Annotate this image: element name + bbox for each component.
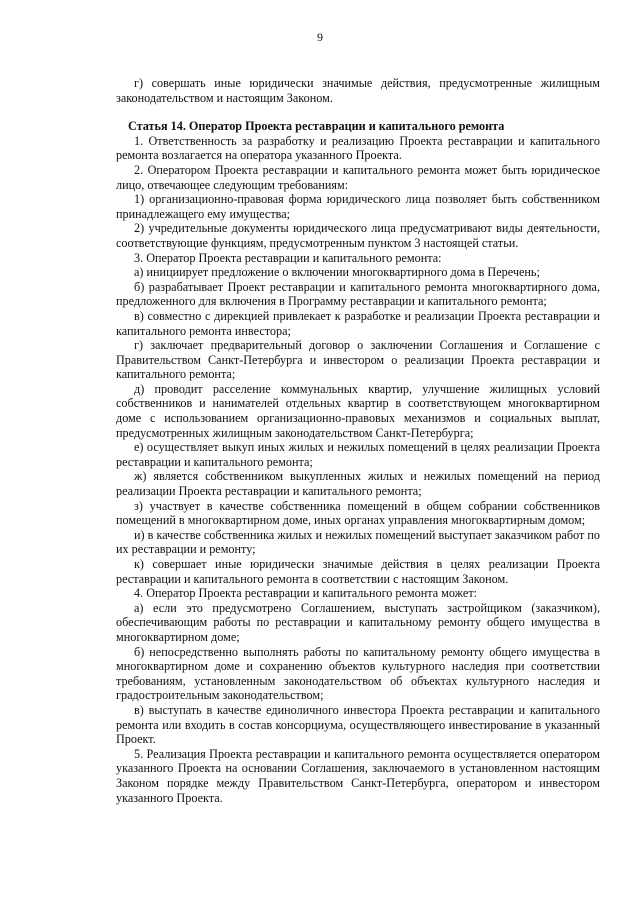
paragraph: б) непосредственно выполнять работы по капитальному ремонту общего имущества в многоквартирном доме и сохранению объектов культурного наследия при соответствии требованиям, установленным законодательством об объектах культурного наследия и градостроительным законодательством;	[116, 644, 600, 703]
article-heading: Статья 14. Оператор Проекта реставрации и капитального ремонта	[128, 119, 505, 134]
paragraph: з) участвует в качестве собственника помещений в общем собрании собственников помещений в многоквартирном доме, иных органах управления многоквартирным домом;	[116, 498, 600, 528]
paragraph: в) совместно с дирекцией привлекает к разработке и реализации Проекта реставрации и капитального ремонта инвестора;	[116, 308, 600, 338]
paragraph: б) разрабатывает Проект реставрации и капитального ремонта многоквартирного дома, предложенного для включения в Программу реставрации и капитального ремонта;	[116, 279, 600, 309]
paragraph: в) выступать в качестве единоличного инвестора Проекта реставрации и капитального ремонта или входить в состав консорциума, осуществляющего инвестирование в указанный Проект.	[116, 702, 600, 747]
paragraph: 3. Оператор Проекта реставрации и капитального ремонта:	[134, 250, 442, 265]
paragraph: 1) организационно-правовая форма юридического лица позволяет быть собственником принадлежащего ему имущества;	[116, 192, 600, 221]
paragraph: ж) является собственником выкупленных жилых и нежилых помещений на период реализации Проекта реставрации и капитального ремонта;	[116, 469, 600, 499]
paragraph: а) инициирует предложение о включении многоквартирного дома в Перечень;	[134, 265, 540, 280]
paragraph: 2) учредительные документы юридического лица предусматривают виды деятельности, соответствующие функциям, предусмотренным пунктом 3 настоящей статьи.	[116, 221, 600, 250]
paragraph: 5. Реализация Проекта реставрации и капитального ремонта осуществляется оператором указанного Проекта на основании Соглашения, заключаемого в установленном настоящим Законом порядке между Правительством Санкт-Петербурга, оператором и инвестором указанного Проекта.	[116, 746, 600, 805]
intro-item: г) совершать иные юридически значимые действия, предусмотренные жилищным законодательством и настоящим Законом.	[116, 76, 600, 105]
document-body	[116, 76, 600, 805]
paragraph: 2. Оператором Проекта реставрации и капитального ремонта может быть юридическое лицо, отвечающее следующим требованиям:	[116, 162, 600, 192]
paragraph: 4. Оператор Проекта реставрации и капитального ремонта может:	[134, 586, 478, 601]
paragraph: е) осуществляет выкуп иных жилых и нежилых помещений в целях реализации Проекта реставрации и капитального ремонта;	[116, 440, 600, 469]
paragraph: к) совершает иные юридически значимые действия в целях реализации Проекта реставрации и капитального ремонта в соответствии с настоящим Законом.	[116, 557, 600, 586]
paragraph: г) заключает предварительный договор о заключении Соглашения и Соглашение с Правительством Санкт-Петербурга и инвестором о реализации Проекта реставрации и капитального ремонта;	[116, 338, 600, 382]
paragraph: а) если это предусмотрено Соглашением, выступать застройщиком (заказчиком), обеспечивающим работы по реставрации и капитальному ремонту общего имущества в многоквартирном доме;	[116, 600, 600, 644]
paragraph: 1. Ответственность за разработку и реализацию Проекта реставрации и капитального ремонта возлагается на оператора указанного Проекта.	[116, 133, 600, 163]
paragraph: и) в качестве собственника жилых и нежилых помещений выступает заказчиком работ по их реставрации и ремонту;	[116, 527, 600, 557]
paragraph: д) проводит расселение коммунальных квартир, улучшение жилищных условий собственников и нанимателей отдельных квартир в соответствующем многоквартирном доме с использованием организационно-правовых механизмов и социальных выплат, предусмотренных жилищным законодательством Санкт-Петербурга;	[116, 381, 600, 440]
page-number: 9	[317, 30, 323, 44]
